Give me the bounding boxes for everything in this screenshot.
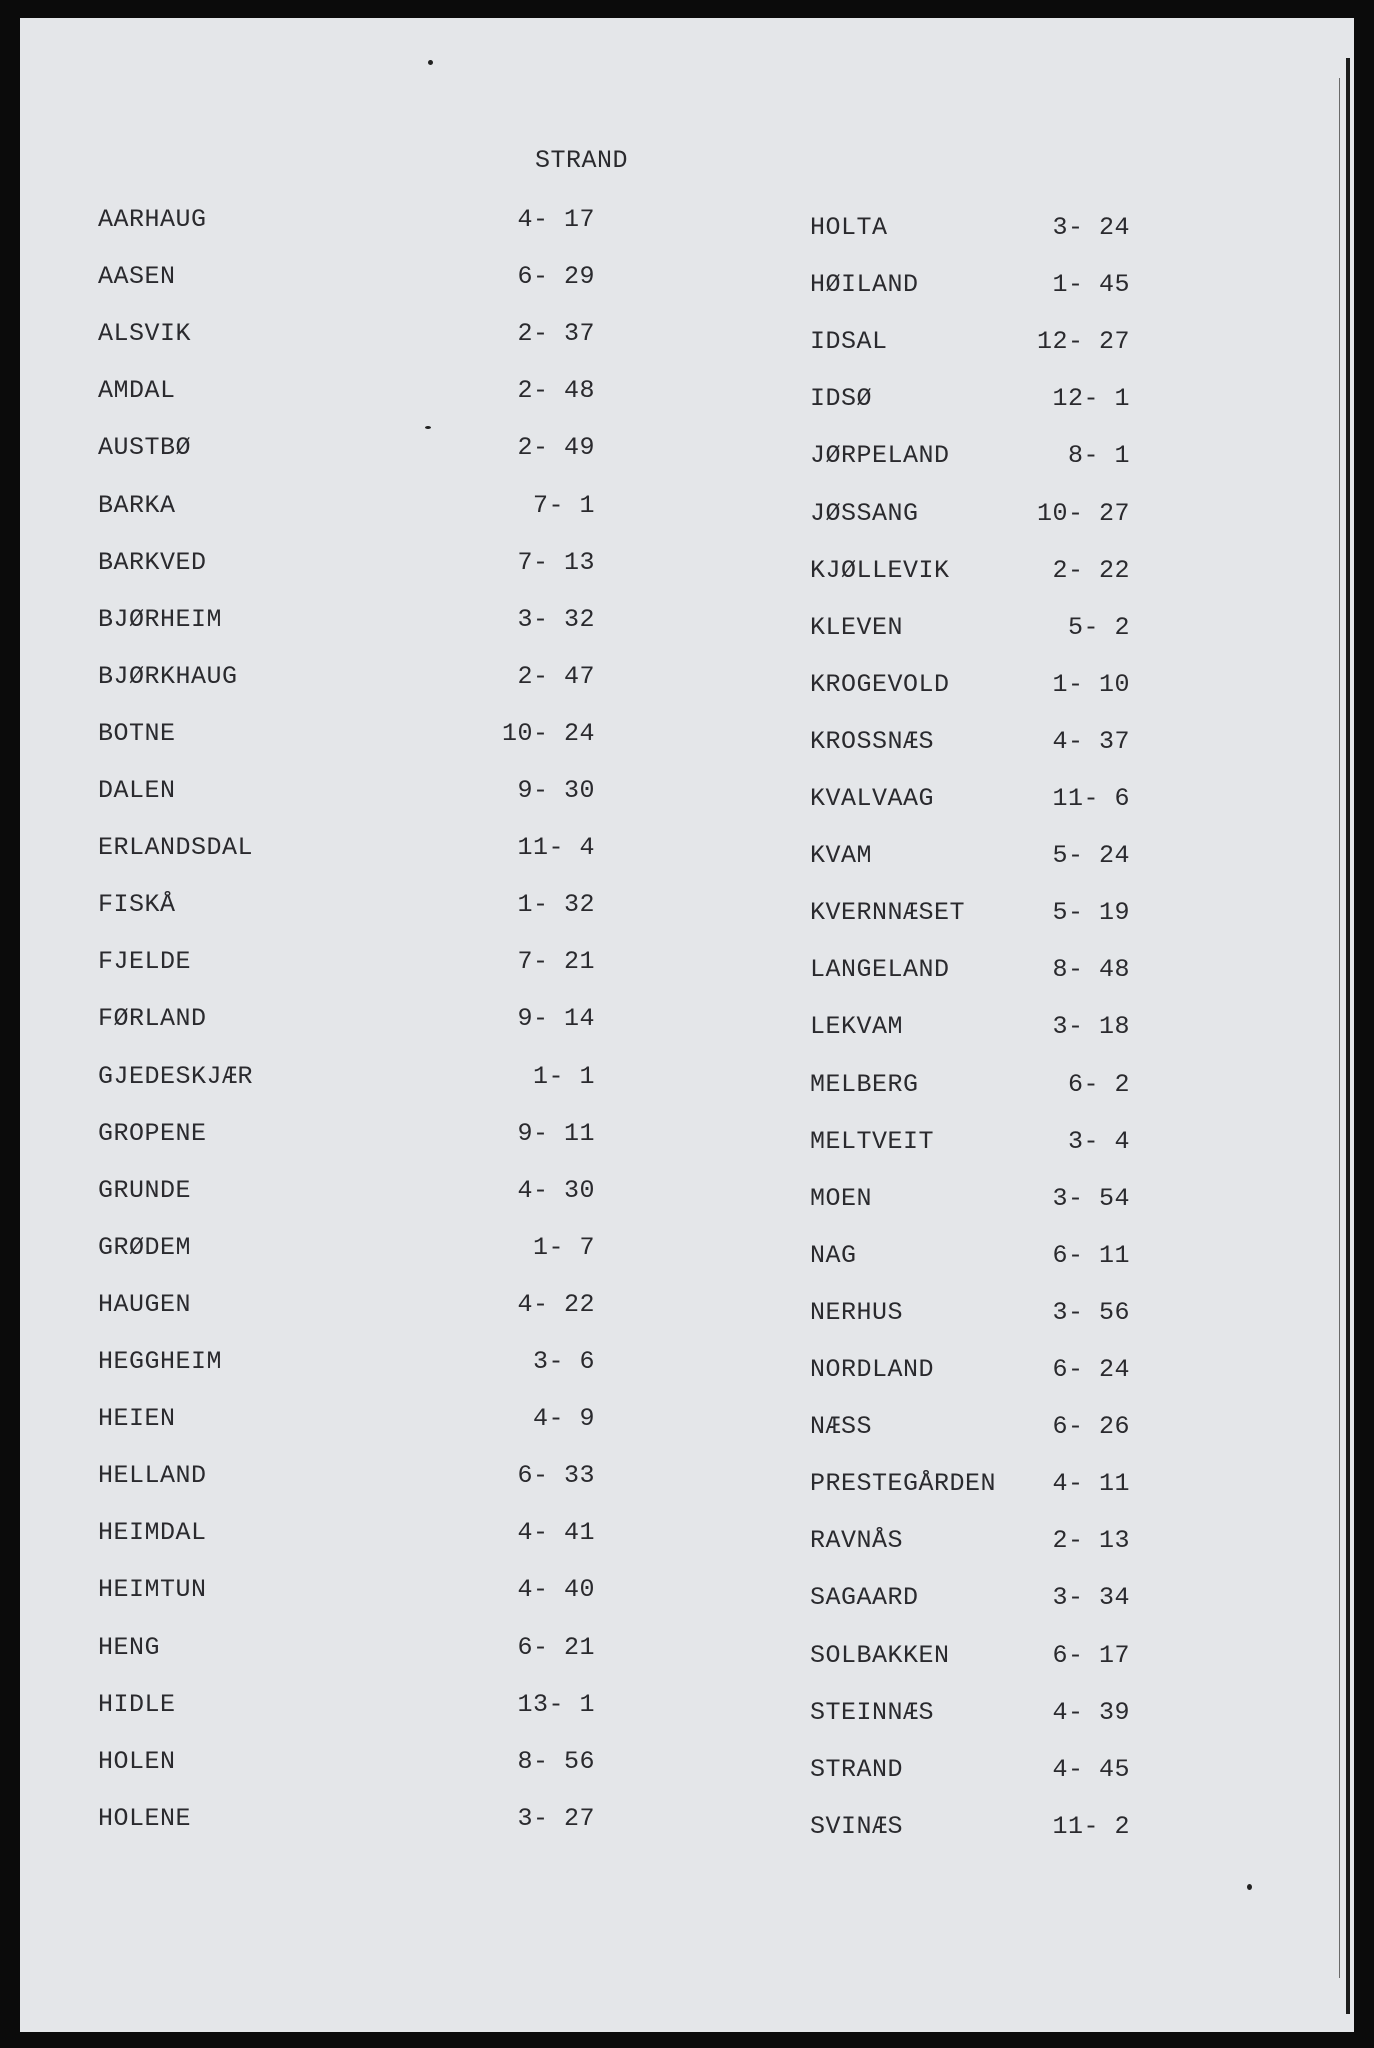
place-reference: 2- 13 (1052, 1526, 1130, 1556)
place-reference: 6- 24 (1052, 1355, 1130, 1384)
place-reference: 4- 22 (517, 1289, 595, 1319)
place-name: NORDLAND (810, 1355, 935, 1384)
place-name: AUSTBØ (98, 433, 192, 463)
place-name: HEIMDAL (98, 1518, 207, 1548)
right-column (20, 18, 1354, 2032)
place-reference: 3- 18 (1052, 1012, 1130, 1042)
place-reference: 10- 27 (1036, 498, 1130, 528)
place-reference: 6- 11 (1052, 1240, 1130, 1270)
page-title: STRAND (535, 146, 629, 175)
place-reference: 2- 49 (517, 433, 595, 463)
place-reference: 3- 34 (1052, 1583, 1130, 1613)
place-reference: 3- 24 (1052, 213, 1130, 242)
place-reference: 8- 1 (1067, 441, 1130, 471)
place-reference: 12- 1 (1052, 384, 1130, 414)
place-name: IDSAL (810, 327, 888, 357)
place-reference: 2- 37 (517, 319, 595, 349)
place-name: JØSSANG (810, 498, 919, 528)
place-reference: 3- 6 (532, 1347, 595, 1376)
place-name: HEGGHEIM (98, 1347, 223, 1376)
place-name: KLEVEN (810, 612, 904, 642)
place-name: HEIEN (98, 1404, 176, 1434)
place-name: LEKVAM (810, 1012, 904, 1042)
place-reference: 5- 2 (1067, 612, 1130, 642)
place-name: BJØRHEIM (98, 604, 223, 634)
place-reference: 2- 22 (1052, 555, 1130, 585)
place-name: HØILAND (810, 270, 919, 300)
place-name: FISKÅ (98, 890, 176, 920)
place-reference: 6- 17 (1052, 1640, 1130, 1670)
place-reference: 11- 2 (1052, 1811, 1130, 1841)
place-name: SAGAARD (810, 1583, 919, 1613)
place-name: MELBERG (810, 1069, 919, 1099)
place-reference: 4- 9 (532, 1404, 595, 1434)
place-name: STEINNÆS (810, 1697, 935, 1727)
place-name: BJØRKHAUG (98, 661, 238, 691)
place-name: HAUGEN (98, 1289, 192, 1319)
place-reference: 9- 30 (517, 776, 595, 805)
place-reference: 6- 2 (1067, 1069, 1130, 1099)
place-reference: 7- 13 (517, 547, 595, 577)
place-name: ALSVIK (98, 319, 192, 349)
place-reference: 8- 48 (1052, 955, 1130, 985)
place-reference: 4- 45 (1052, 1754, 1130, 1784)
place-name: SVINÆS (810, 1811, 904, 1841)
place-name: KVAM (810, 841, 873, 871)
place-name: FØRLAND (98, 1004, 207, 1034)
place-reference: 1- 45 (1052, 270, 1130, 300)
place-reference: 4- 17 (517, 205, 595, 234)
place-reference: 3- 56 (1052, 1297, 1130, 1327)
typed-page (20, 18, 1354, 2032)
place-name: HOLEN (98, 1746, 176, 1776)
place-name: BOTNE (98, 718, 176, 748)
place-reference: 1- 7 (532, 1232, 595, 1262)
place-reference: 1- 1 (532, 1061, 595, 1091)
place-name: MOEN (810, 1183, 873, 1213)
place-reference: 10- 24 (501, 718, 595, 748)
place-name: AARHAUG (98, 205, 207, 234)
place-reference: 2- 48 (517, 376, 595, 406)
place-reference: 6- 21 (517, 1632, 595, 1662)
place-reference: 4- 30 (517, 1175, 595, 1205)
place-name: AMDAL (98, 376, 176, 406)
place-name: NAG (810, 1240, 857, 1270)
place-name: ERLANDSDAL (98, 833, 254, 863)
place-name: AASEN (98, 262, 176, 292)
place-name: MELTVEIT (810, 1126, 935, 1156)
place-name: JØRPELAND (810, 441, 950, 471)
place-reference: 7- 21 (517, 947, 595, 977)
place-reference: 2- 47 (517, 661, 595, 691)
place-reference: 7- 1 (532, 490, 595, 520)
place-name: NÆSS (810, 1412, 873, 1442)
place-name: GJEDESKJÆR (98, 1061, 254, 1091)
place-name: KJØLLEVIK (810, 555, 950, 585)
place-name: HENG (98, 1632, 161, 1662)
place-reference: 11- 6 (1052, 784, 1130, 813)
place-reference: 1- 10 (1052, 669, 1130, 699)
place-name: RAVNÅS (810, 1526, 904, 1556)
place-reference: 5- 24 (1052, 841, 1130, 871)
place-reference: 8- 56 (517, 1746, 595, 1776)
place-reference: 6- 26 (1052, 1412, 1130, 1442)
place-name: HOLTA (810, 213, 888, 242)
place-reference: 11- 4 (517, 833, 595, 863)
place-reference: 4- 37 (1052, 726, 1130, 756)
place-name: LANGELAND (810, 955, 950, 985)
place-reference: 4- 41 (517, 1518, 595, 1548)
place-name: HELLAND (98, 1461, 207, 1491)
place-reference: 4- 40 (517, 1575, 595, 1605)
place-name: KVALVAAG (810, 784, 935, 813)
place-name: IDSØ (810, 384, 873, 414)
place-name: KVERNNÆSET (810, 898, 966, 928)
place-name: HIDLE (98, 1689, 176, 1719)
place-reference: 1- 32 (517, 890, 595, 920)
place-name: FJELDE (98, 947, 192, 977)
place-reference: 13- 1 (517, 1689, 595, 1719)
place-name: GRUNDE (98, 1175, 192, 1205)
place-reference: 4- 39 (1052, 1697, 1130, 1727)
place-name: HEIMTUN (98, 1575, 207, 1605)
place-reference: 3- 4 (1067, 1126, 1130, 1156)
place-reference: 9- 14 (517, 1004, 595, 1034)
place-reference: 3- 32 (517, 604, 595, 634)
place-name: NERHUS (810, 1297, 904, 1327)
place-name: GROPENE (98, 1118, 207, 1148)
place-reference: 3- 27 (517, 1803, 595, 1833)
place-name: KROSSNÆS (810, 726, 935, 756)
place-name: GRØDEM (98, 1232, 192, 1262)
place-reference: 12- 27 (1036, 327, 1130, 357)
place-name: BARKA (98, 490, 176, 520)
place-name: SOLBAKKEN (810, 1640, 950, 1670)
place-reference: 3- 54 (1052, 1183, 1130, 1213)
place-reference: 9- 11 (517, 1118, 595, 1148)
place-reference: 5- 19 (1052, 898, 1130, 928)
place-name: DALEN (98, 776, 176, 805)
place-name: PRESTEGÅRDEN (810, 1469, 997, 1499)
place-reference: 6- 33 (517, 1461, 595, 1491)
place-name: BARKVED (98, 547, 207, 577)
place-name: HOLENE (98, 1803, 192, 1833)
place-name: KROGEVOLD (810, 669, 950, 699)
place-name: STRAND (810, 1754, 904, 1784)
place-reference: 4- 11 (1052, 1469, 1130, 1499)
place-reference: 6- 29 (517, 262, 595, 292)
